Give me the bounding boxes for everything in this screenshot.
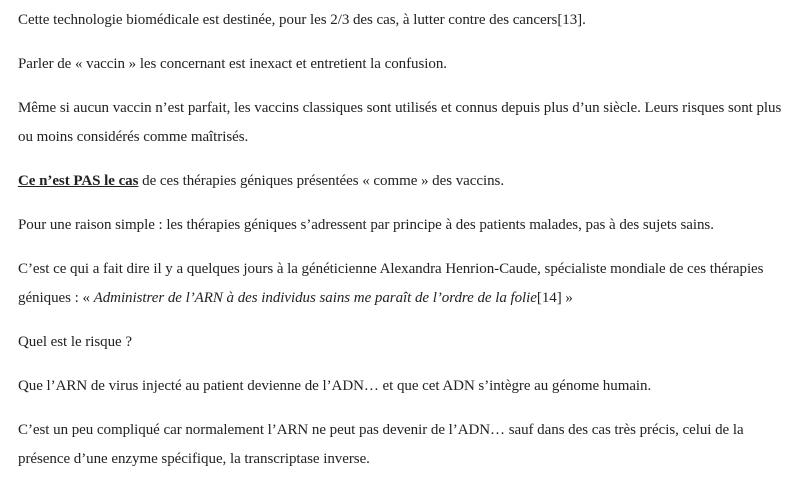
paragraph-cancer-use: Cette technologie biomédicale est destinée, pour les 2/3 des cas, à lutter contre des cancers[13]. [18, 12, 586, 28]
paragraph-simple-reason: Pour une raison simple : les thérapies géniques s’adressent par principe à des patients malades, pas à des sujets sains. [18, 217, 714, 233]
paragraph-vaccine-term: Parler de « vaccin » les concernant est inexact et entretient la confusion. [18, 56, 447, 72]
quote-reference: [14] » [536, 290, 573, 306]
quote-intro: C’est ce qui a fait dire il y a quelques jours à la généticienne Alexandra Henrion-Caude, spécialiste mondiale de ces thérapies géniques : « [18, 261, 764, 306]
paragraph-not-the-case-text: de ces thérapies géniques présentées « comme » des vaccins. [138, 173, 505, 189]
emphasis-not-the-case: Ce n’est PAS le cas [18, 173, 139, 189]
paragraph-not-the-case [18, 167, 788, 196]
article-body [18, 6, 788, 489]
paragraph-reverse-transcriptase: C’est un peu compliqué car normalement l’ARN ne peut pas devenir de l’ADN… sauf dans des cas très précis, celui de la présence d’une enzyme spécifique, la transcriptase inverse. [18, 422, 744, 467]
paragraph-risk-question: Quel est le risque ? [18, 334, 132, 350]
paragraph-geneticist-quote [18, 255, 788, 313]
paragraph-classic-vaccines: Même si aucun vaccin n’est parfait, les vaccins classiques sont utilisés et connus depuis plus d’un siècle. Leurs risques sont plus ou moins considérés comme maîtrisés. [18, 100, 782, 145]
paragraph-rna-to-dna: Que l’ARN de virus injecté au patient devienne de l’ADN… et que cet ADN s’intègre au génome humain. [18, 378, 652, 394]
quote-text: Administrer de l’ARN à des individus sains me paraît de l’ordre de la folie [93, 290, 537, 306]
